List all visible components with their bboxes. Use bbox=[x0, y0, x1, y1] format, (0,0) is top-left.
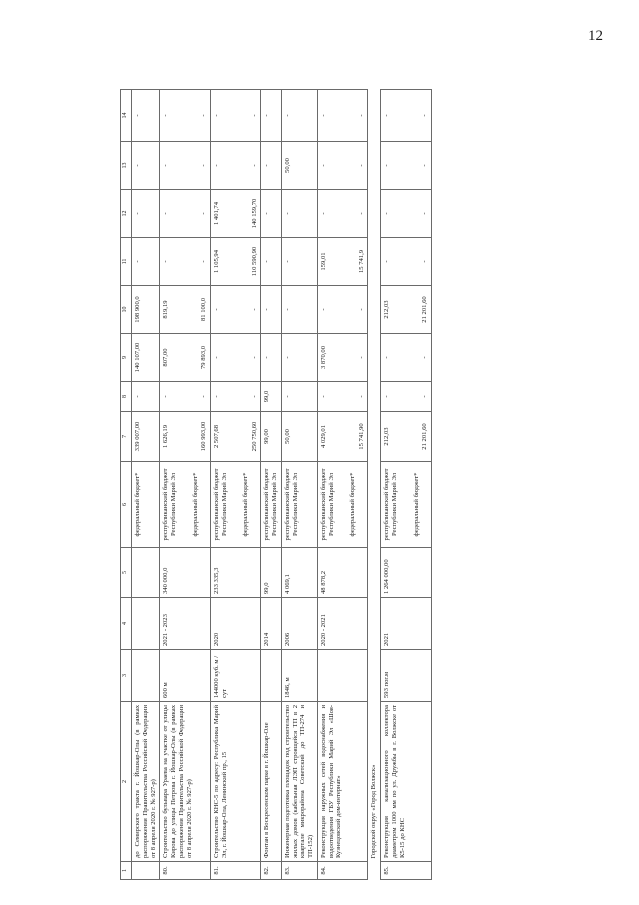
capacity bbox=[261, 650, 282, 702]
row-number bbox=[132, 862, 160, 880]
amount-value: - bbox=[263, 308, 271, 311]
amount-value: - bbox=[383, 395, 391, 398]
amount-value: - bbox=[134, 164, 141, 167]
funding-sources bbox=[281, 462, 317, 548]
amount-c7 bbox=[210, 412, 261, 462]
header-cell-7: 7 bbox=[121, 412, 132, 462]
header-cell-1: 1 bbox=[121, 862, 132, 880]
amount-value: - bbox=[263, 114, 271, 117]
funding-sources bbox=[317, 462, 368, 548]
table-row bbox=[210, 90, 261, 880]
row-number: 80. bbox=[160, 862, 211, 880]
amount-c8 bbox=[160, 382, 211, 412]
amount-value: - bbox=[263, 260, 271, 263]
amount-value: - bbox=[421, 395, 429, 398]
header-row bbox=[121, 90, 132, 880]
amount-c9 bbox=[210, 334, 261, 382]
amount-value: - bbox=[357, 356, 365, 359]
amount-c11 bbox=[381, 238, 432, 286]
amount-c11 bbox=[160, 238, 211, 286]
amount-value: - bbox=[212, 308, 220, 311]
table-row bbox=[132, 90, 160, 880]
amount-c8 bbox=[281, 382, 317, 412]
amount-value: - bbox=[263, 356, 271, 359]
amount-value: 160 993,00 bbox=[200, 421, 208, 452]
table-rotator bbox=[120, 90, 639, 880]
amount-value: - bbox=[421, 164, 429, 167]
amount-value: - bbox=[319, 114, 327, 117]
amount-value: - bbox=[283, 395, 291, 398]
amount-value: - bbox=[421, 114, 429, 117]
amount-value: - bbox=[212, 356, 220, 359]
amount-value: 99,00 bbox=[263, 429, 271, 444]
amount-value: - bbox=[383, 164, 391, 167]
amount-value: - bbox=[357, 308, 365, 311]
header-cell-14: 14 bbox=[121, 90, 132, 142]
header-cell-11: 11 bbox=[121, 238, 132, 286]
header-cell-2: 2 bbox=[121, 702, 132, 862]
amount-value: - bbox=[134, 114, 141, 117]
amount-value: 1 626,19 bbox=[162, 424, 170, 449]
amount-value: - bbox=[383, 356, 391, 359]
object-name: до Семирского тракта г. Йошкар-Олы (в рамках распоряжения Правительства Российской Федерации от 8 апреля 2020 г. № 927-р) bbox=[132, 702, 160, 862]
amount-value: 50,00 bbox=[283, 429, 291, 444]
funding-source: федеральный бюджет* bbox=[412, 472, 420, 537]
amount-c9 bbox=[317, 334, 368, 382]
object-name: Строительство бульвара Ураева на участке от улицы Кирова до улицы Петрова г. Йошкар-Олы (в рамках распоряжения Правительства Российской Федерации от 8 апреля 2020 г. № 927-р) bbox=[160, 702, 211, 862]
table-row bbox=[261, 90, 282, 880]
amount-c8 bbox=[210, 382, 261, 412]
table-row bbox=[160, 90, 211, 880]
amount-value: - bbox=[357, 114, 365, 117]
header-cell-5: 5 bbox=[121, 548, 132, 598]
amount-c7 bbox=[132, 412, 160, 462]
amount-value: 2 507,68 bbox=[212, 424, 220, 449]
period: 2006 bbox=[281, 598, 317, 650]
estimated-cost: 340 000,0 bbox=[160, 548, 211, 598]
amount-value: 819,19 bbox=[162, 300, 170, 319]
amount-value: - bbox=[319, 212, 327, 215]
funding-sources bbox=[381, 462, 432, 548]
period: 2020 - 2021 bbox=[317, 598, 368, 650]
amount-c11 bbox=[132, 238, 160, 286]
amount-c7 bbox=[381, 412, 432, 462]
header-cell-9: 9 bbox=[121, 334, 132, 382]
row-number: 84. bbox=[317, 862, 368, 880]
amount-value: - bbox=[200, 164, 208, 167]
amount-value: - bbox=[212, 395, 220, 398]
amount-c14 bbox=[381, 90, 432, 142]
amount-c13 bbox=[132, 142, 160, 190]
amount-value: 140 159,70 bbox=[250, 198, 258, 229]
amount-value: - bbox=[319, 395, 327, 398]
amount-c11 bbox=[261, 238, 282, 286]
amount-value: - bbox=[357, 395, 365, 398]
period bbox=[132, 598, 160, 650]
capacity: 600 м bbox=[160, 650, 211, 702]
amount-c14 bbox=[132, 90, 160, 142]
capacity: 144000 куб. м / сут bbox=[210, 650, 261, 702]
amount-value: 15 741,90 bbox=[357, 423, 365, 450]
estimated-cost: 233 335,3 bbox=[210, 548, 261, 598]
section-title: Городской округ «Город Волжск» bbox=[368, 90, 381, 862]
amount-c10 bbox=[261, 286, 282, 334]
funding-sources bbox=[261, 462, 282, 548]
amount-value: 250 750,60 bbox=[250, 421, 258, 452]
amount-value: 79 893,0 bbox=[200, 345, 208, 370]
amount-value: - bbox=[263, 164, 271, 167]
amount-value: - bbox=[283, 114, 291, 117]
amount-value: - bbox=[383, 260, 391, 263]
period: 2020 bbox=[210, 598, 261, 650]
amount-value: 140 107,00 bbox=[134, 342, 141, 373]
amount-c10 bbox=[160, 286, 211, 334]
amount-c13 bbox=[160, 142, 211, 190]
funding-source: федеральный бюджет* bbox=[134, 472, 141, 537]
amount-value: - bbox=[383, 212, 391, 215]
amount-value: - bbox=[250, 395, 258, 398]
period: 2021 - 2023 bbox=[160, 598, 211, 650]
amount-value: - bbox=[250, 114, 258, 117]
amount-value: 159,01 bbox=[319, 252, 327, 271]
amount-value: - bbox=[283, 212, 291, 215]
amount-value: - bbox=[162, 212, 170, 215]
investment-objects-table bbox=[120, 89, 432, 880]
amount-c10 bbox=[381, 286, 432, 334]
estimated-cost: 99,0 bbox=[261, 548, 282, 598]
header-cell-3: 3 bbox=[121, 650, 132, 702]
amount-value: - bbox=[263, 212, 271, 215]
amount-value: - bbox=[421, 212, 429, 215]
amount-value: - bbox=[319, 308, 327, 311]
amount-value: 110 590,90 bbox=[250, 246, 258, 277]
amount-value: - bbox=[357, 212, 365, 215]
capacity bbox=[132, 650, 160, 702]
header-cell-6: 6 bbox=[121, 462, 132, 548]
amount-c13 bbox=[381, 142, 432, 190]
table-row bbox=[317, 90, 368, 880]
amount-value: - bbox=[421, 260, 429, 263]
amount-value: - bbox=[319, 164, 327, 167]
amount-c8 bbox=[132, 382, 160, 412]
object-name: Строительство КНС-5 по адресу: Республика Марий Эл, г. Йошкар-Ола, Ленинский пр., 15 bbox=[210, 702, 261, 862]
amount-value: - bbox=[283, 356, 291, 359]
funding-source: федеральный бюджет* bbox=[242, 472, 250, 537]
amount-c9 bbox=[381, 334, 432, 382]
amount-c8 bbox=[317, 382, 368, 412]
amount-value: - bbox=[134, 212, 141, 215]
funding-source: республиканский бюджет Республики Марий Эл bbox=[383, 468, 399, 541]
amount-value: - bbox=[250, 308, 258, 311]
object-name: Реконструкция наружных сетей водоснабжения и водоотведения ГБУ Республики Марий Эл «Шоя-Кузнецовский дом-интернат» bbox=[317, 702, 368, 862]
funding-source: республиканский бюджет Республики Марий Эл bbox=[263, 468, 279, 541]
amount-c13 bbox=[210, 142, 261, 190]
funding-source: республиканский бюджет Республики Марий Эл bbox=[212, 468, 228, 541]
amount-c12 bbox=[261, 190, 282, 238]
amount-value: 3 870,00 bbox=[319, 345, 327, 370]
amount-value: 4 029,01 bbox=[319, 424, 327, 449]
object-name: Инженерная подготовка площадок под строительство жилых домов (кабельная ЛЭП строящейся ТП в 2 квартале микрорайона Советский до ТП-274 и ТП-152) bbox=[281, 702, 317, 862]
amount-c11 bbox=[210, 238, 261, 286]
amount-c14 bbox=[281, 90, 317, 142]
estimated-cost: 48 878,2 bbox=[317, 548, 368, 598]
amount-value: - bbox=[162, 114, 170, 117]
amount-c12 bbox=[132, 190, 160, 238]
row-number: 82. bbox=[261, 862, 282, 880]
amount-c14 bbox=[261, 90, 282, 142]
amount-value: 1 401,74 bbox=[212, 201, 220, 226]
amount-value: 212,03 bbox=[383, 427, 391, 446]
funding-source: республиканский бюджет Республики Марий Эл bbox=[162, 468, 178, 541]
amount-c11 bbox=[281, 238, 317, 286]
amount-value: - bbox=[162, 164, 170, 167]
section-row bbox=[368, 90, 381, 880]
object-name: Реконструкция канализационного коллектора диаметром 1000 мм по ул. Дружбы в г. Волжске от К5-15 до КНС bbox=[381, 702, 432, 862]
row-number: 85. bbox=[381, 862, 432, 880]
funding-sources bbox=[160, 462, 211, 548]
amount-value: - bbox=[283, 260, 291, 263]
amount-value: - bbox=[357, 164, 365, 167]
row-number: 83. bbox=[281, 862, 317, 880]
amount-value: 198 900,0 bbox=[134, 296, 141, 323]
header-cell-12: 12 bbox=[121, 190, 132, 238]
amount-c12 bbox=[381, 190, 432, 238]
capacity: 593 пог.м bbox=[381, 650, 432, 702]
amount-value: - bbox=[283, 308, 291, 311]
amount-value: - bbox=[383, 114, 391, 117]
page-number: 12 bbox=[588, 28, 603, 44]
funding-sources bbox=[210, 462, 261, 548]
amount-value: 1 105,94 bbox=[212, 249, 220, 274]
table-row bbox=[281, 90, 317, 880]
object-name: Фонтан в Воскресенском парке в г. Йошкар-Оле bbox=[261, 702, 282, 862]
amount-value: - bbox=[200, 114, 208, 117]
funding-sources bbox=[132, 462, 160, 548]
amount-value: - bbox=[200, 260, 208, 263]
amount-c12 bbox=[281, 190, 317, 238]
amount-c11 bbox=[317, 238, 368, 286]
amount-c12 bbox=[210, 190, 261, 238]
amount-c9 bbox=[281, 334, 317, 382]
estimated-cost bbox=[132, 548, 160, 598]
estimated-cost: 4 069,1 bbox=[281, 548, 317, 598]
section-empty-cell bbox=[368, 862, 381, 880]
amount-value: 50,00 bbox=[283, 158, 291, 173]
amount-value: - bbox=[250, 356, 258, 359]
amount-value: - bbox=[200, 212, 208, 215]
amount-c12 bbox=[317, 190, 368, 238]
header-cell-4: 4 bbox=[121, 598, 132, 650]
estimated-cost: 1 264 000,00 bbox=[381, 548, 432, 598]
amount-value: - bbox=[212, 164, 220, 167]
amount-c13 bbox=[281, 142, 317, 190]
amount-value: 81 100,0 bbox=[200, 297, 208, 322]
amount-c10 bbox=[210, 286, 261, 334]
header-cell-10: 10 bbox=[121, 286, 132, 334]
period: 2014 bbox=[261, 598, 282, 650]
amount-value: - bbox=[162, 260, 170, 263]
amount-value: - bbox=[134, 395, 141, 398]
amount-value: - bbox=[212, 114, 220, 117]
amount-value: 339 007,00 bbox=[134, 421, 141, 452]
amount-c14 bbox=[317, 90, 368, 142]
amount-value: - bbox=[162, 395, 170, 398]
amount-c9 bbox=[261, 334, 282, 382]
amount-c8 bbox=[381, 382, 432, 412]
amount-c14 bbox=[160, 90, 211, 142]
amount-c13 bbox=[317, 142, 368, 190]
amount-c7 bbox=[261, 412, 282, 462]
amount-value: 807,00 bbox=[162, 348, 170, 367]
table-row bbox=[381, 90, 432, 880]
amount-c14 bbox=[210, 90, 261, 142]
capacity bbox=[317, 650, 368, 702]
amount-c8 bbox=[261, 382, 282, 412]
amount-value: 21 201,60 bbox=[421, 423, 429, 450]
funding-source: республиканский бюджет Республики Марий Эл bbox=[283, 468, 299, 541]
amount-value: - bbox=[134, 260, 141, 263]
amount-value: - bbox=[421, 356, 429, 359]
amount-c13 bbox=[261, 142, 282, 190]
amount-value: 212,03 bbox=[383, 300, 391, 319]
amount-c12 bbox=[160, 190, 211, 238]
amount-c7 bbox=[317, 412, 368, 462]
row-number: 81. bbox=[210, 862, 261, 880]
amount-value: 21 201,60 bbox=[421, 296, 429, 323]
amount-c10 bbox=[317, 286, 368, 334]
amount-c9 bbox=[160, 334, 211, 382]
capacity: 1846, м bbox=[281, 650, 317, 702]
funding-source: республиканский бюджет Республики Марий Эл bbox=[319, 468, 335, 541]
amount-c10 bbox=[132, 286, 160, 334]
amount-value: - bbox=[200, 395, 208, 398]
header-cell-8: 8 bbox=[121, 382, 132, 412]
amount-value: - bbox=[250, 164, 258, 167]
amount-c9 bbox=[132, 334, 160, 382]
amount-value: 15 741,9 bbox=[357, 249, 365, 274]
funding-source: федеральный бюджет* bbox=[349, 472, 357, 537]
amount-value: 99,0 bbox=[263, 390, 271, 403]
period: 2021 bbox=[381, 598, 432, 650]
amount-c10 bbox=[281, 286, 317, 334]
amount-c7 bbox=[281, 412, 317, 462]
amount-c7 bbox=[160, 412, 211, 462]
header-cell-13: 13 bbox=[121, 142, 132, 190]
funding-source: федеральный бюджет* bbox=[191, 472, 199, 537]
